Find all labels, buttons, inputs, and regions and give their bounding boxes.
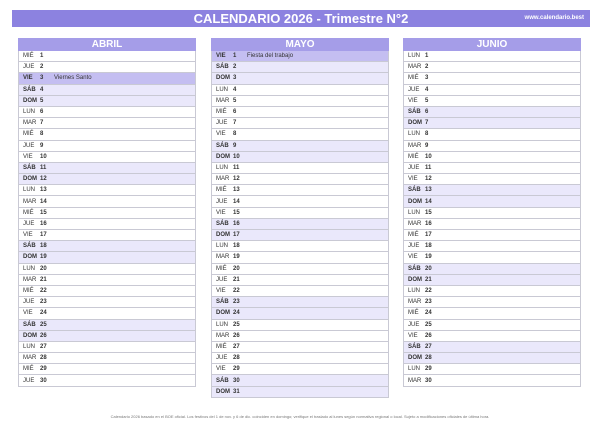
day-number: 22 xyxy=(425,288,432,295)
day-number: 19 xyxy=(425,254,432,261)
day-name: LUN xyxy=(408,366,421,373)
day-number: 27 xyxy=(233,343,240,350)
day-row xyxy=(211,208,389,219)
day-number: 30 xyxy=(425,377,432,384)
day-name: MAR xyxy=(216,254,230,261)
day-row xyxy=(211,375,389,386)
day-number: 3 xyxy=(233,75,237,82)
day-row xyxy=(403,85,581,96)
day-row xyxy=(403,208,581,219)
day-row xyxy=(18,275,196,286)
day-number: 5 xyxy=(40,97,44,104)
day-name: MAR xyxy=(408,220,422,227)
day-name: JUE xyxy=(23,64,35,71)
day-name: MAR xyxy=(408,299,422,306)
day-number: 29 xyxy=(40,366,47,373)
day-row xyxy=(211,96,389,107)
day-row xyxy=(403,320,581,331)
day-number: 16 xyxy=(233,220,240,227)
day-name: MAR xyxy=(408,142,422,149)
footer-note: Calendario 2026 basado en el BOE oficial. Los festivos del 1 de nov. y 6 de dic. coinciden en domingo; verifique el traslado al lunes según normativa regional o local. Sujeto a modificaciones oficiales de última hora. xyxy=(110,414,490,419)
website-label: www.calendario.best xyxy=(524,15,584,21)
day-number: 30 xyxy=(40,377,47,384)
day-name: VIE xyxy=(408,332,418,339)
day-row xyxy=(211,196,389,207)
page-title: CALENDARIO 2026 - Trimestre N°2 xyxy=(193,11,409,26)
month-may xyxy=(211,38,389,398)
day-name: MIÉ xyxy=(408,153,419,160)
day-number: 4 xyxy=(233,86,237,93)
day-name: DOM xyxy=(23,176,37,183)
day-name: SÁB xyxy=(23,86,36,93)
month-april xyxy=(18,38,196,387)
day-row xyxy=(18,264,196,275)
day-row xyxy=(18,252,196,263)
day-name: VIE xyxy=(23,310,33,317)
day-name: MIÉ xyxy=(23,53,34,60)
day-row xyxy=(18,96,196,107)
day-number: 11 xyxy=(40,164,47,171)
day-name: SÁB xyxy=(216,142,229,149)
day-number: 24 xyxy=(425,310,432,317)
day-note: Fiesta del trabajo xyxy=(247,53,294,60)
day-row xyxy=(211,141,389,152)
day-number: 8 xyxy=(40,131,44,138)
day-name: LUN xyxy=(216,164,229,171)
day-row xyxy=(211,219,389,230)
day-row xyxy=(18,364,196,375)
title-bar xyxy=(12,10,590,27)
day-row xyxy=(18,185,196,196)
day-number: 29 xyxy=(425,366,432,373)
day-name: MAR xyxy=(23,198,37,205)
day-row xyxy=(403,286,581,297)
day-name: MIÉ xyxy=(23,209,34,216)
day-number: 9 xyxy=(233,142,237,149)
day-number: 7 xyxy=(40,120,44,127)
day-name: MIÉ xyxy=(408,310,419,317)
day-name: MIÉ xyxy=(23,131,34,138)
day-row xyxy=(211,163,389,174)
day-number: 20 xyxy=(425,265,432,272)
day-name: MIÉ xyxy=(216,343,227,350)
day-number: 20 xyxy=(40,265,47,272)
day-number: 17 xyxy=(40,232,47,239)
day-name: VIE xyxy=(216,288,226,295)
day-name: MAR xyxy=(216,176,230,183)
day-name: SÁB xyxy=(408,187,421,194)
day-name: DOM xyxy=(408,355,422,362)
day-row xyxy=(18,308,196,319)
day-name: MAR xyxy=(216,97,230,104)
day-name: VIE xyxy=(408,254,418,261)
day-name: JUE xyxy=(216,355,228,362)
day-number: 3 xyxy=(40,75,44,82)
month-header: ABRIL xyxy=(18,38,196,51)
day-name: SÁB xyxy=(216,377,229,384)
day-name: JUE xyxy=(216,198,228,205)
day-number: 23 xyxy=(425,299,432,306)
month-header: MAYO xyxy=(211,38,389,51)
day-row xyxy=(403,196,581,207)
day-row xyxy=(18,62,196,73)
day-row xyxy=(211,230,389,241)
day-number: 16 xyxy=(425,220,432,227)
day-name: LUN xyxy=(23,265,36,272)
day-name: MAR xyxy=(23,355,37,362)
day-row xyxy=(403,141,581,152)
day-row xyxy=(211,62,389,73)
day-name: MIÉ xyxy=(216,265,227,272)
day-number: 4 xyxy=(40,86,44,93)
day-list xyxy=(18,51,196,387)
day-row xyxy=(211,73,389,84)
day-number: 18 xyxy=(233,243,240,250)
day-row xyxy=(211,364,389,375)
day-name: SÁB xyxy=(408,265,421,272)
day-number: 13 xyxy=(233,187,240,194)
day-name: DOM xyxy=(216,75,230,82)
day-number: 28 xyxy=(40,355,47,362)
day-name: MIÉ xyxy=(216,109,227,116)
day-row xyxy=(403,375,581,386)
day-number: 12 xyxy=(233,176,240,183)
day-number: 7 xyxy=(233,120,237,127)
day-row xyxy=(403,331,581,342)
day-number: 13 xyxy=(425,187,432,194)
day-name: DOM xyxy=(216,232,230,239)
day-name: LUN xyxy=(23,109,36,116)
day-name: MAR xyxy=(408,377,422,384)
day-name: DOM xyxy=(408,276,422,283)
day-name: JUE xyxy=(408,86,420,93)
day-row xyxy=(211,308,389,319)
day-number: 3 xyxy=(425,75,429,82)
day-name: DOM xyxy=(23,332,37,339)
day-number: 25 xyxy=(425,321,432,328)
day-row xyxy=(403,163,581,174)
day-name: SÁB xyxy=(216,299,229,306)
day-row xyxy=(403,185,581,196)
month-june xyxy=(403,38,581,387)
day-number: 6 xyxy=(425,109,429,116)
day-row xyxy=(211,297,389,308)
day-name: DOM xyxy=(216,310,230,317)
day-name: LUN xyxy=(216,86,229,93)
day-name: LUN xyxy=(23,343,36,350)
day-number: 21 xyxy=(425,276,432,283)
day-row xyxy=(211,286,389,297)
day-row xyxy=(403,51,581,62)
day-row xyxy=(211,129,389,140)
day-name: DOM xyxy=(23,97,37,104)
day-number: 24 xyxy=(40,310,47,317)
day-number: 11 xyxy=(425,164,432,171)
day-name: MIÉ xyxy=(408,75,419,82)
day-number: 21 xyxy=(233,276,240,283)
day-row xyxy=(403,308,581,319)
day-number: 1 xyxy=(425,53,429,60)
day-number: 1 xyxy=(40,53,44,60)
day-number: 1 xyxy=(233,53,237,60)
day-row xyxy=(403,275,581,286)
day-number: 20 xyxy=(233,265,240,272)
day-name: LUN xyxy=(408,288,421,295)
day-number: 25 xyxy=(40,321,47,328)
day-row xyxy=(18,196,196,207)
day-row xyxy=(403,297,581,308)
day-row xyxy=(18,286,196,297)
day-row xyxy=(18,241,196,252)
day-number: 7 xyxy=(425,120,429,127)
day-name: SÁB xyxy=(23,321,36,328)
day-row xyxy=(18,230,196,241)
day-row xyxy=(211,152,389,163)
day-number: 14 xyxy=(233,198,240,205)
day-row xyxy=(403,96,581,107)
day-number: 19 xyxy=(40,254,47,261)
day-number: 10 xyxy=(40,153,47,160)
day-number: 15 xyxy=(233,209,240,216)
day-row xyxy=(18,141,196,152)
day-row xyxy=(403,252,581,263)
day-row xyxy=(403,118,581,129)
day-number: 15 xyxy=(40,209,47,216)
day-row xyxy=(18,342,196,353)
day-number: 18 xyxy=(425,243,432,250)
day-row xyxy=(403,353,581,364)
day-note: Viernes Santo xyxy=(54,75,92,82)
day-row xyxy=(211,331,389,342)
day-row xyxy=(18,208,196,219)
day-row xyxy=(18,129,196,140)
day-list xyxy=(211,51,389,398)
day-number: 5 xyxy=(233,97,237,104)
day-row xyxy=(18,107,196,118)
day-row xyxy=(211,387,389,398)
day-row xyxy=(18,297,196,308)
day-row xyxy=(211,118,389,129)
day-row xyxy=(403,219,581,230)
day-name: LUN xyxy=(408,53,421,60)
day-number: 31 xyxy=(233,388,240,395)
day-row xyxy=(403,174,581,185)
day-row xyxy=(18,219,196,230)
day-number: 2 xyxy=(425,64,429,71)
day-row xyxy=(211,241,389,252)
day-name: JUE xyxy=(23,142,35,149)
day-row xyxy=(18,73,196,84)
day-name: JUE xyxy=(23,220,35,227)
day-number: 10 xyxy=(233,153,240,160)
day-number: 30 xyxy=(233,377,240,384)
day-name: MAR xyxy=(23,276,37,283)
day-number: 28 xyxy=(425,355,432,362)
day-row xyxy=(18,118,196,129)
day-number: 14 xyxy=(40,198,47,205)
day-name: DOM xyxy=(216,153,230,160)
day-row xyxy=(211,252,389,263)
day-number: 10 xyxy=(425,153,432,160)
day-name: LUN xyxy=(408,209,421,216)
day-number: 22 xyxy=(233,288,240,295)
day-row xyxy=(18,375,196,386)
day-number: 27 xyxy=(40,343,47,350)
day-number: 18 xyxy=(40,243,47,250)
day-number: 5 xyxy=(425,97,429,104)
day-number: 29 xyxy=(233,366,240,373)
day-number: 26 xyxy=(40,332,47,339)
day-name: VIE xyxy=(216,131,226,138)
day-row xyxy=(211,107,389,118)
day-number: 9 xyxy=(40,142,44,149)
day-name: SÁB xyxy=(216,220,229,227)
day-row xyxy=(18,331,196,342)
day-row xyxy=(211,320,389,331)
day-name: SÁB xyxy=(23,164,36,171)
day-name: MIÉ xyxy=(408,232,419,239)
day-row xyxy=(211,264,389,275)
day-name: MAR xyxy=(216,332,230,339)
day-name: SÁB xyxy=(216,64,229,71)
day-number: 6 xyxy=(233,109,237,116)
day-name: LUN xyxy=(408,131,421,138)
day-name: VIE xyxy=(216,53,226,60)
day-number: 12 xyxy=(40,176,47,183)
day-name: DOM xyxy=(216,388,230,395)
day-row xyxy=(403,342,581,353)
day-number: 4 xyxy=(425,86,429,93)
day-row xyxy=(18,85,196,96)
day-row xyxy=(18,152,196,163)
day-name: JUE xyxy=(216,120,228,127)
day-name: VIE xyxy=(216,366,226,373)
day-number: 17 xyxy=(233,232,240,239)
day-name: MIÉ xyxy=(23,288,34,295)
day-number: 26 xyxy=(233,332,240,339)
day-row xyxy=(403,230,581,241)
day-name: SÁB xyxy=(23,243,36,250)
day-number: 16 xyxy=(40,220,47,227)
day-name: VIE xyxy=(23,232,33,239)
day-row xyxy=(211,85,389,96)
day-name: MIÉ xyxy=(216,187,227,194)
day-name: MAR xyxy=(408,64,422,71)
day-name: VIE xyxy=(408,176,418,183)
day-number: 12 xyxy=(425,176,432,183)
day-number: 25 xyxy=(233,321,240,328)
day-name: LUN xyxy=(216,243,229,250)
day-name: VIE xyxy=(23,75,33,82)
day-row xyxy=(18,353,196,364)
day-name: JUE xyxy=(23,377,35,384)
day-row xyxy=(403,152,581,163)
day-number: 26 xyxy=(425,332,432,339)
day-row xyxy=(403,73,581,84)
day-name: JUE xyxy=(408,243,420,250)
day-row xyxy=(403,264,581,275)
day-row xyxy=(18,51,196,62)
day-name: LUN xyxy=(23,187,36,194)
day-number: 11 xyxy=(233,164,240,171)
day-number: 8 xyxy=(425,131,429,138)
day-number: 17 xyxy=(425,232,432,239)
day-name: MAR xyxy=(23,120,37,127)
day-number: 22 xyxy=(40,288,47,295)
month-header: JUNIO xyxy=(403,38,581,51)
day-number: 28 xyxy=(233,355,240,362)
day-number: 23 xyxy=(233,299,240,306)
day-number: 27 xyxy=(425,343,432,350)
day-row xyxy=(403,62,581,73)
day-row xyxy=(403,129,581,140)
day-number: 15 xyxy=(425,209,432,216)
day-number: 6 xyxy=(40,109,44,116)
day-name: SÁB xyxy=(408,109,421,116)
day-name: DOM xyxy=(23,254,37,261)
day-number: 8 xyxy=(233,131,237,138)
day-name: LUN xyxy=(216,321,229,328)
day-name: VIE xyxy=(408,97,418,104)
day-number: 2 xyxy=(40,64,44,71)
day-row xyxy=(211,353,389,364)
day-name: JUE xyxy=(408,164,420,171)
day-name: SÁB xyxy=(408,343,421,350)
day-name: DOM xyxy=(408,120,422,127)
day-number: 13 xyxy=(40,187,47,194)
day-row xyxy=(211,185,389,196)
day-row xyxy=(211,174,389,185)
day-number: 14 xyxy=(425,198,432,205)
day-number: 2 xyxy=(233,64,237,71)
day-row xyxy=(211,275,389,286)
day-name: JUE xyxy=(216,276,228,283)
day-name: MIÉ xyxy=(23,366,34,373)
day-number: 24 xyxy=(233,310,240,317)
day-number: 23 xyxy=(40,299,47,306)
day-name: DOM xyxy=(408,198,422,205)
day-row xyxy=(18,320,196,331)
day-row xyxy=(211,51,389,62)
day-name: VIE xyxy=(216,209,226,216)
day-row xyxy=(18,174,196,185)
day-row xyxy=(18,163,196,174)
day-name: JUE xyxy=(23,299,35,306)
day-number: 21 xyxy=(40,276,47,283)
day-number: 9 xyxy=(425,142,429,149)
day-row xyxy=(403,241,581,252)
day-row xyxy=(403,364,581,375)
day-list xyxy=(403,51,581,387)
day-row xyxy=(403,107,581,118)
day-name: VIE xyxy=(23,153,33,160)
day-number: 19 xyxy=(233,254,240,261)
day-row xyxy=(211,342,389,353)
day-name: JUE xyxy=(408,321,420,328)
